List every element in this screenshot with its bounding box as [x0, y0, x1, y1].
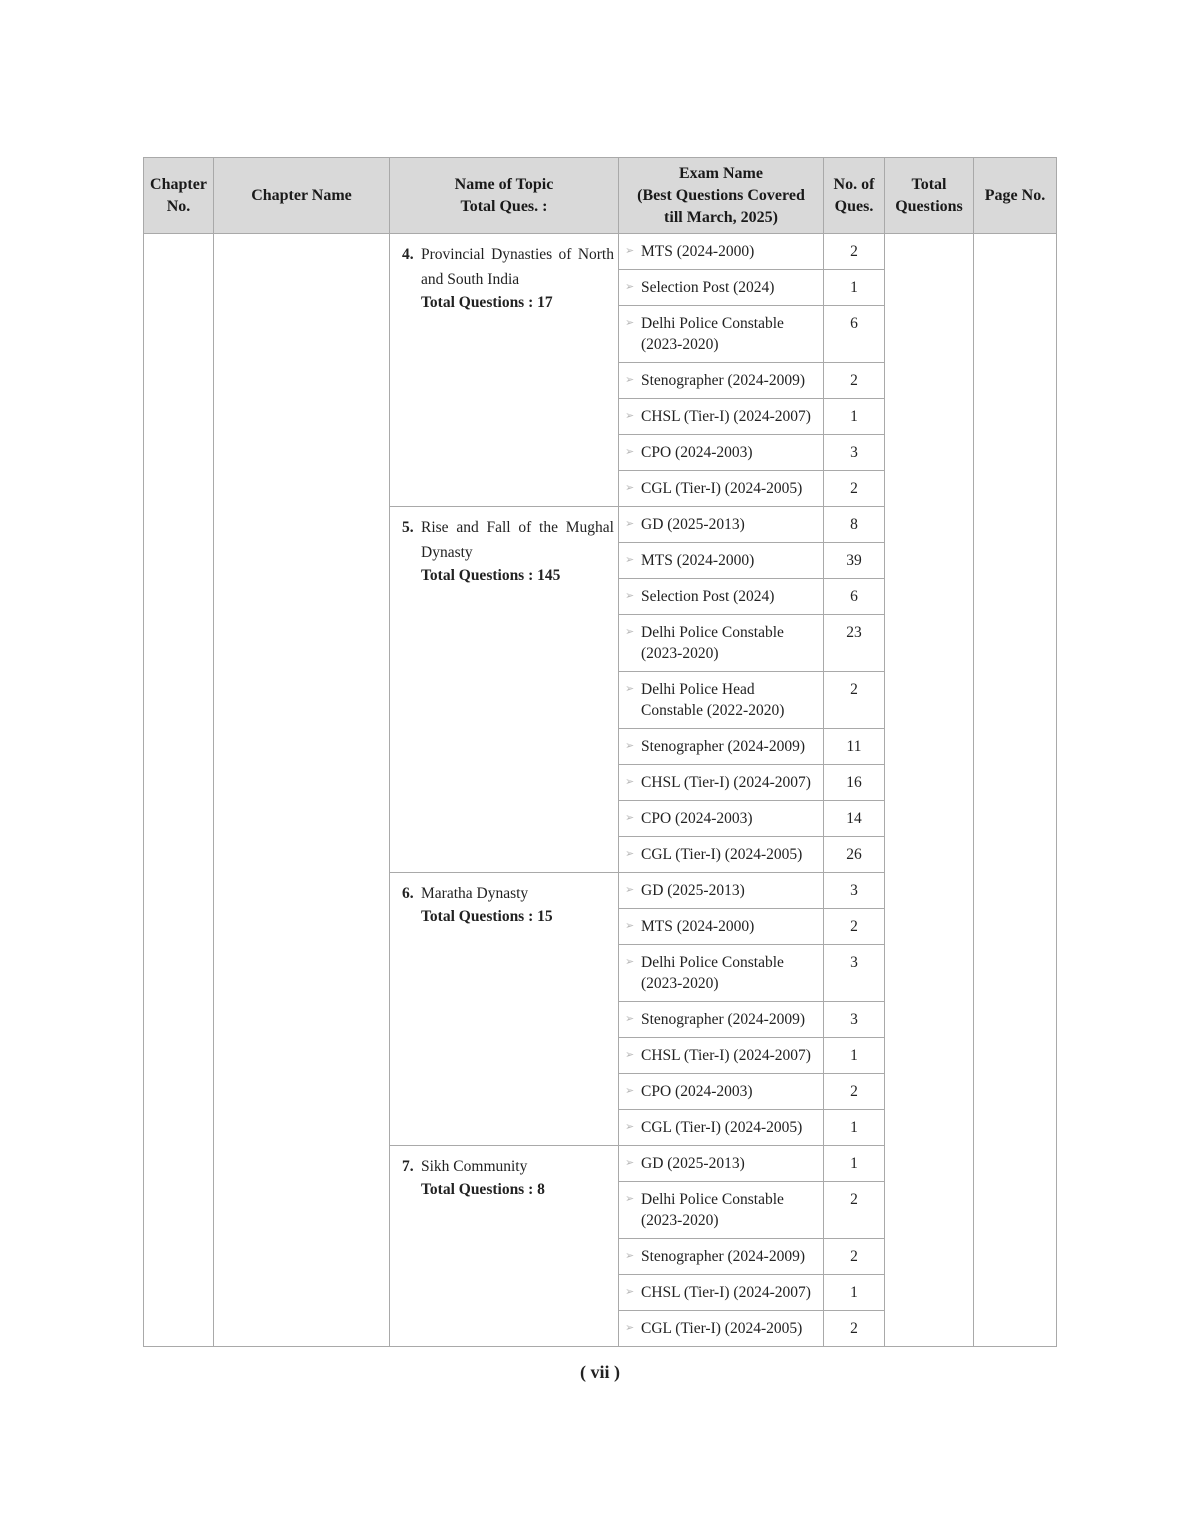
- arrowhead-bullet-icon: ➢: [625, 956, 635, 968]
- topic-name: Sikh Community: [421, 1158, 528, 1175]
- exam-name-cell: [619, 306, 824, 363]
- question-count: 2: [824, 234, 885, 270]
- question-count: 2: [824, 672, 885, 729]
- question-count: 2: [824, 909, 885, 945]
- header-text: Exam Name: [679, 164, 763, 182]
- exam-name: Delhi Police Constable (2023-2020): [641, 1191, 784, 1229]
- exam-name: MTS (2024-2000): [641, 918, 755, 935]
- exam-name: CHSL (Tier-I) (2024-2007): [641, 1047, 811, 1064]
- header-no-of-ques: [824, 158, 885, 234]
- total-questions-cell: [885, 234, 974, 1347]
- question-count: 1: [824, 1110, 885, 1146]
- exam-name: CGL (Tier-I) (2024-2005): [641, 846, 803, 863]
- exam-name: MTS (2024-2000): [641, 243, 755, 260]
- header-text: (Best Questions Covered: [637, 186, 805, 204]
- exam-name: GD (2025-2013): [641, 516, 745, 533]
- arrowhead-bullet-icon: ➢: [625, 410, 635, 422]
- arrowhead-bullet-icon: ➢: [625, 482, 635, 494]
- exam-name-cell: [619, 543, 824, 579]
- exam-name: CHSL (Tier-I) (2024-2007): [641, 1284, 811, 1301]
- arrowhead-bullet-icon: ➢: [625, 812, 635, 824]
- arrowhead-bullet-icon: ➢: [625, 317, 635, 329]
- exam-name-cell: [619, 507, 824, 543]
- header-text: Total Ques. :: [460, 197, 548, 215]
- question-count: 11: [824, 729, 885, 765]
- exam-name-cell: [619, 873, 824, 909]
- header-text: Page No.: [984, 186, 1046, 204]
- exam-name: GD (2025-2013): [641, 882, 745, 899]
- exam-name-cell: [619, 579, 824, 615]
- chapter-no-cell: [144, 234, 214, 1347]
- question-count: 1: [824, 270, 885, 306]
- exam-name-cell: [619, 1002, 824, 1038]
- topic-name: Rise and Fall of the Mughal Dynasty: [421, 519, 614, 561]
- exam-name-cell: [619, 945, 824, 1002]
- exam-name: CPO (2024-2003): [641, 444, 753, 461]
- question-count: 8: [824, 507, 885, 543]
- page-number: ( vii ): [580, 1362, 620, 1382]
- arrowhead-bullet-icon: ➢: [625, 374, 635, 386]
- header-text: Chapter Name: [251, 186, 352, 204]
- header-row: [144, 158, 1057, 234]
- exam-name-cell: [619, 1146, 824, 1182]
- question-count: 1: [824, 399, 885, 435]
- topic-number: 4.: [402, 246, 414, 263]
- arrowhead-bullet-icon: ➢: [625, 518, 635, 530]
- question-count: 1: [824, 1275, 885, 1311]
- topic-cell: [390, 873, 619, 1146]
- exam-name-cell: [619, 471, 824, 507]
- exam-name: Delhi Police Constable (2023-2020): [641, 624, 784, 662]
- exam-name: Delhi Police Head Constable (2022-2020): [641, 681, 785, 719]
- exam-name: CHSL (Tier-I) (2024-2007): [641, 774, 811, 791]
- exam-name-cell: [619, 1182, 824, 1239]
- arrowhead-bullet-icon: ➢: [625, 920, 635, 932]
- exam-name-cell: [619, 615, 824, 672]
- header-text: No.: [166, 197, 191, 215]
- header-text: No. of: [833, 175, 875, 193]
- table-row: [144, 234, 1057, 270]
- exam-name-cell: [619, 270, 824, 306]
- exam-name: Delhi Police Constable (2023-2020): [641, 315, 784, 353]
- page-no-cell: [974, 234, 1057, 1347]
- arrowhead-bullet-icon: ➢: [625, 446, 635, 458]
- arrowhead-bullet-icon: ➢: [625, 281, 635, 293]
- topic-cell: [390, 234, 619, 507]
- header-topic: [390, 158, 619, 234]
- question-count: 2: [824, 1311, 885, 1347]
- exam-name: Stenographer (2024-2009): [641, 372, 805, 389]
- topic-name: Maratha Dynasty: [421, 885, 529, 902]
- exam-name-cell: [619, 1110, 824, 1146]
- question-count: 14: [824, 801, 885, 837]
- exam-name-cell: [619, 837, 824, 873]
- header-text: Name of Topic: [454, 175, 554, 193]
- exam-name: Stenographer (2024-2009): [641, 738, 805, 755]
- exam-name: GD (2025-2013): [641, 1155, 745, 1172]
- arrowhead-bullet-icon: ➢: [625, 1286, 635, 1298]
- arrowhead-bullet-icon: ➢: [625, 626, 635, 638]
- arrowhead-bullet-icon: ➢: [625, 554, 635, 566]
- question-count: 1: [824, 1146, 885, 1182]
- exam-name: Delhi Police Constable (2023-2020): [641, 954, 784, 992]
- arrowhead-bullet-icon: ➢: [625, 776, 635, 788]
- arrowhead-bullet-icon: ➢: [625, 1085, 635, 1097]
- topic-total-questions: Total Questions : 15: [421, 908, 553, 925]
- exam-name: MTS (2024-2000): [641, 552, 755, 569]
- question-count: 23: [824, 615, 885, 672]
- header-chapter-name: [214, 158, 390, 234]
- arrowhead-bullet-icon: ➢: [625, 848, 635, 860]
- topic-total-questions: Total Questions : 17: [421, 294, 553, 311]
- exam-name-cell: [619, 1311, 824, 1347]
- exam-name-cell: [619, 234, 824, 270]
- question-count: 3: [824, 435, 885, 471]
- exam-name-cell: [619, 1074, 824, 1110]
- table-body: [144, 234, 1057, 1347]
- header-text: Total: [911, 175, 947, 193]
- exam-name: Selection Post (2024): [641, 588, 775, 605]
- question-count: 6: [824, 306, 885, 363]
- exam-name-cell: [619, 1275, 824, 1311]
- header-exam-name: [619, 158, 824, 234]
- arrowhead-bullet-icon: ➢: [625, 1157, 635, 1169]
- exam-name: CPO (2024-2003): [641, 1083, 753, 1100]
- topic-total-questions: Total Questions : 8: [421, 1181, 545, 1198]
- exam-name-cell: [619, 363, 824, 399]
- table-header: [144, 158, 1057, 234]
- exam-name: CGL (Tier-I) (2024-2005): [641, 1119, 803, 1136]
- exam-name: CGL (Tier-I) (2024-2005): [641, 1320, 803, 1337]
- question-count: 2: [824, 471, 885, 507]
- header-page-no: [974, 158, 1057, 234]
- header-text: Ques.: [834, 197, 874, 215]
- arrowhead-bullet-icon: ➢: [625, 1193, 635, 1205]
- topic-cell: [390, 1146, 619, 1347]
- arrowhead-bullet-icon: ➢: [625, 1013, 635, 1025]
- exam-name-cell: [619, 399, 824, 435]
- header-text: Questions: [895, 197, 963, 215]
- arrowhead-bullet-icon: ➢: [625, 884, 635, 896]
- header-text: Chapter: [150, 175, 207, 193]
- question-count: 6: [824, 579, 885, 615]
- question-count: 3: [824, 1002, 885, 1038]
- question-count: 3: [824, 873, 885, 909]
- exam-name-cell: [619, 765, 824, 801]
- exam-name: Stenographer (2024-2009): [641, 1248, 805, 1265]
- exam-name: CGL (Tier-I) (2024-2005): [641, 480, 803, 497]
- arrowhead-bullet-icon: ➢: [625, 1322, 635, 1334]
- arrowhead-bullet-icon: ➢: [625, 1049, 635, 1061]
- arrowhead-bullet-icon: ➢: [625, 245, 635, 257]
- question-count: 1: [824, 1038, 885, 1074]
- exam-name: Selection Post (2024): [641, 279, 775, 296]
- question-count: 2: [824, 1239, 885, 1275]
- question-count: 26: [824, 837, 885, 873]
- topic-total-questions: Total Questions : 145: [421, 567, 561, 584]
- exam-name-cell: [619, 1038, 824, 1074]
- exam-name-cell: [619, 435, 824, 471]
- arrowhead-bullet-icon: ➢: [625, 1121, 635, 1133]
- chapter-name-cell: [214, 234, 390, 1347]
- exam-name-cell: [619, 672, 824, 729]
- exam-name: Stenographer (2024-2009): [641, 1011, 805, 1028]
- topic-number: 5.: [402, 519, 414, 536]
- exam-name-cell: [619, 801, 824, 837]
- question-count: 2: [824, 1182, 885, 1239]
- arrowhead-bullet-icon: ➢: [625, 683, 635, 695]
- exam-name: CHSL (Tier-I) (2024-2007): [641, 408, 811, 425]
- exam-name-cell: [619, 729, 824, 765]
- question-count: 2: [824, 1074, 885, 1110]
- header-total-questions: [885, 158, 974, 234]
- exam-name-cell: [619, 1239, 824, 1275]
- question-count: 2: [824, 363, 885, 399]
- topic-number: 6.: [402, 885, 414, 902]
- topic-name: Provincial Dynasties of North and South India: [421, 246, 614, 288]
- question-count: 3: [824, 945, 885, 1002]
- exam-name-cell: [619, 909, 824, 945]
- header-text: till March, 2025): [664, 208, 778, 226]
- question-count: 39: [824, 543, 885, 579]
- question-count: 16: [824, 765, 885, 801]
- exam-name: CPO (2024-2003): [641, 810, 753, 827]
- arrowhead-bullet-icon: ➢: [625, 590, 635, 602]
- contents-table: [143, 157, 1057, 1347]
- topic-number: 7.: [402, 1158, 414, 1175]
- topic-cell: [390, 507, 619, 873]
- header-chapter-no: [144, 158, 214, 234]
- arrowhead-bullet-icon: ➢: [625, 1250, 635, 1262]
- arrowhead-bullet-icon: ➢: [625, 740, 635, 752]
